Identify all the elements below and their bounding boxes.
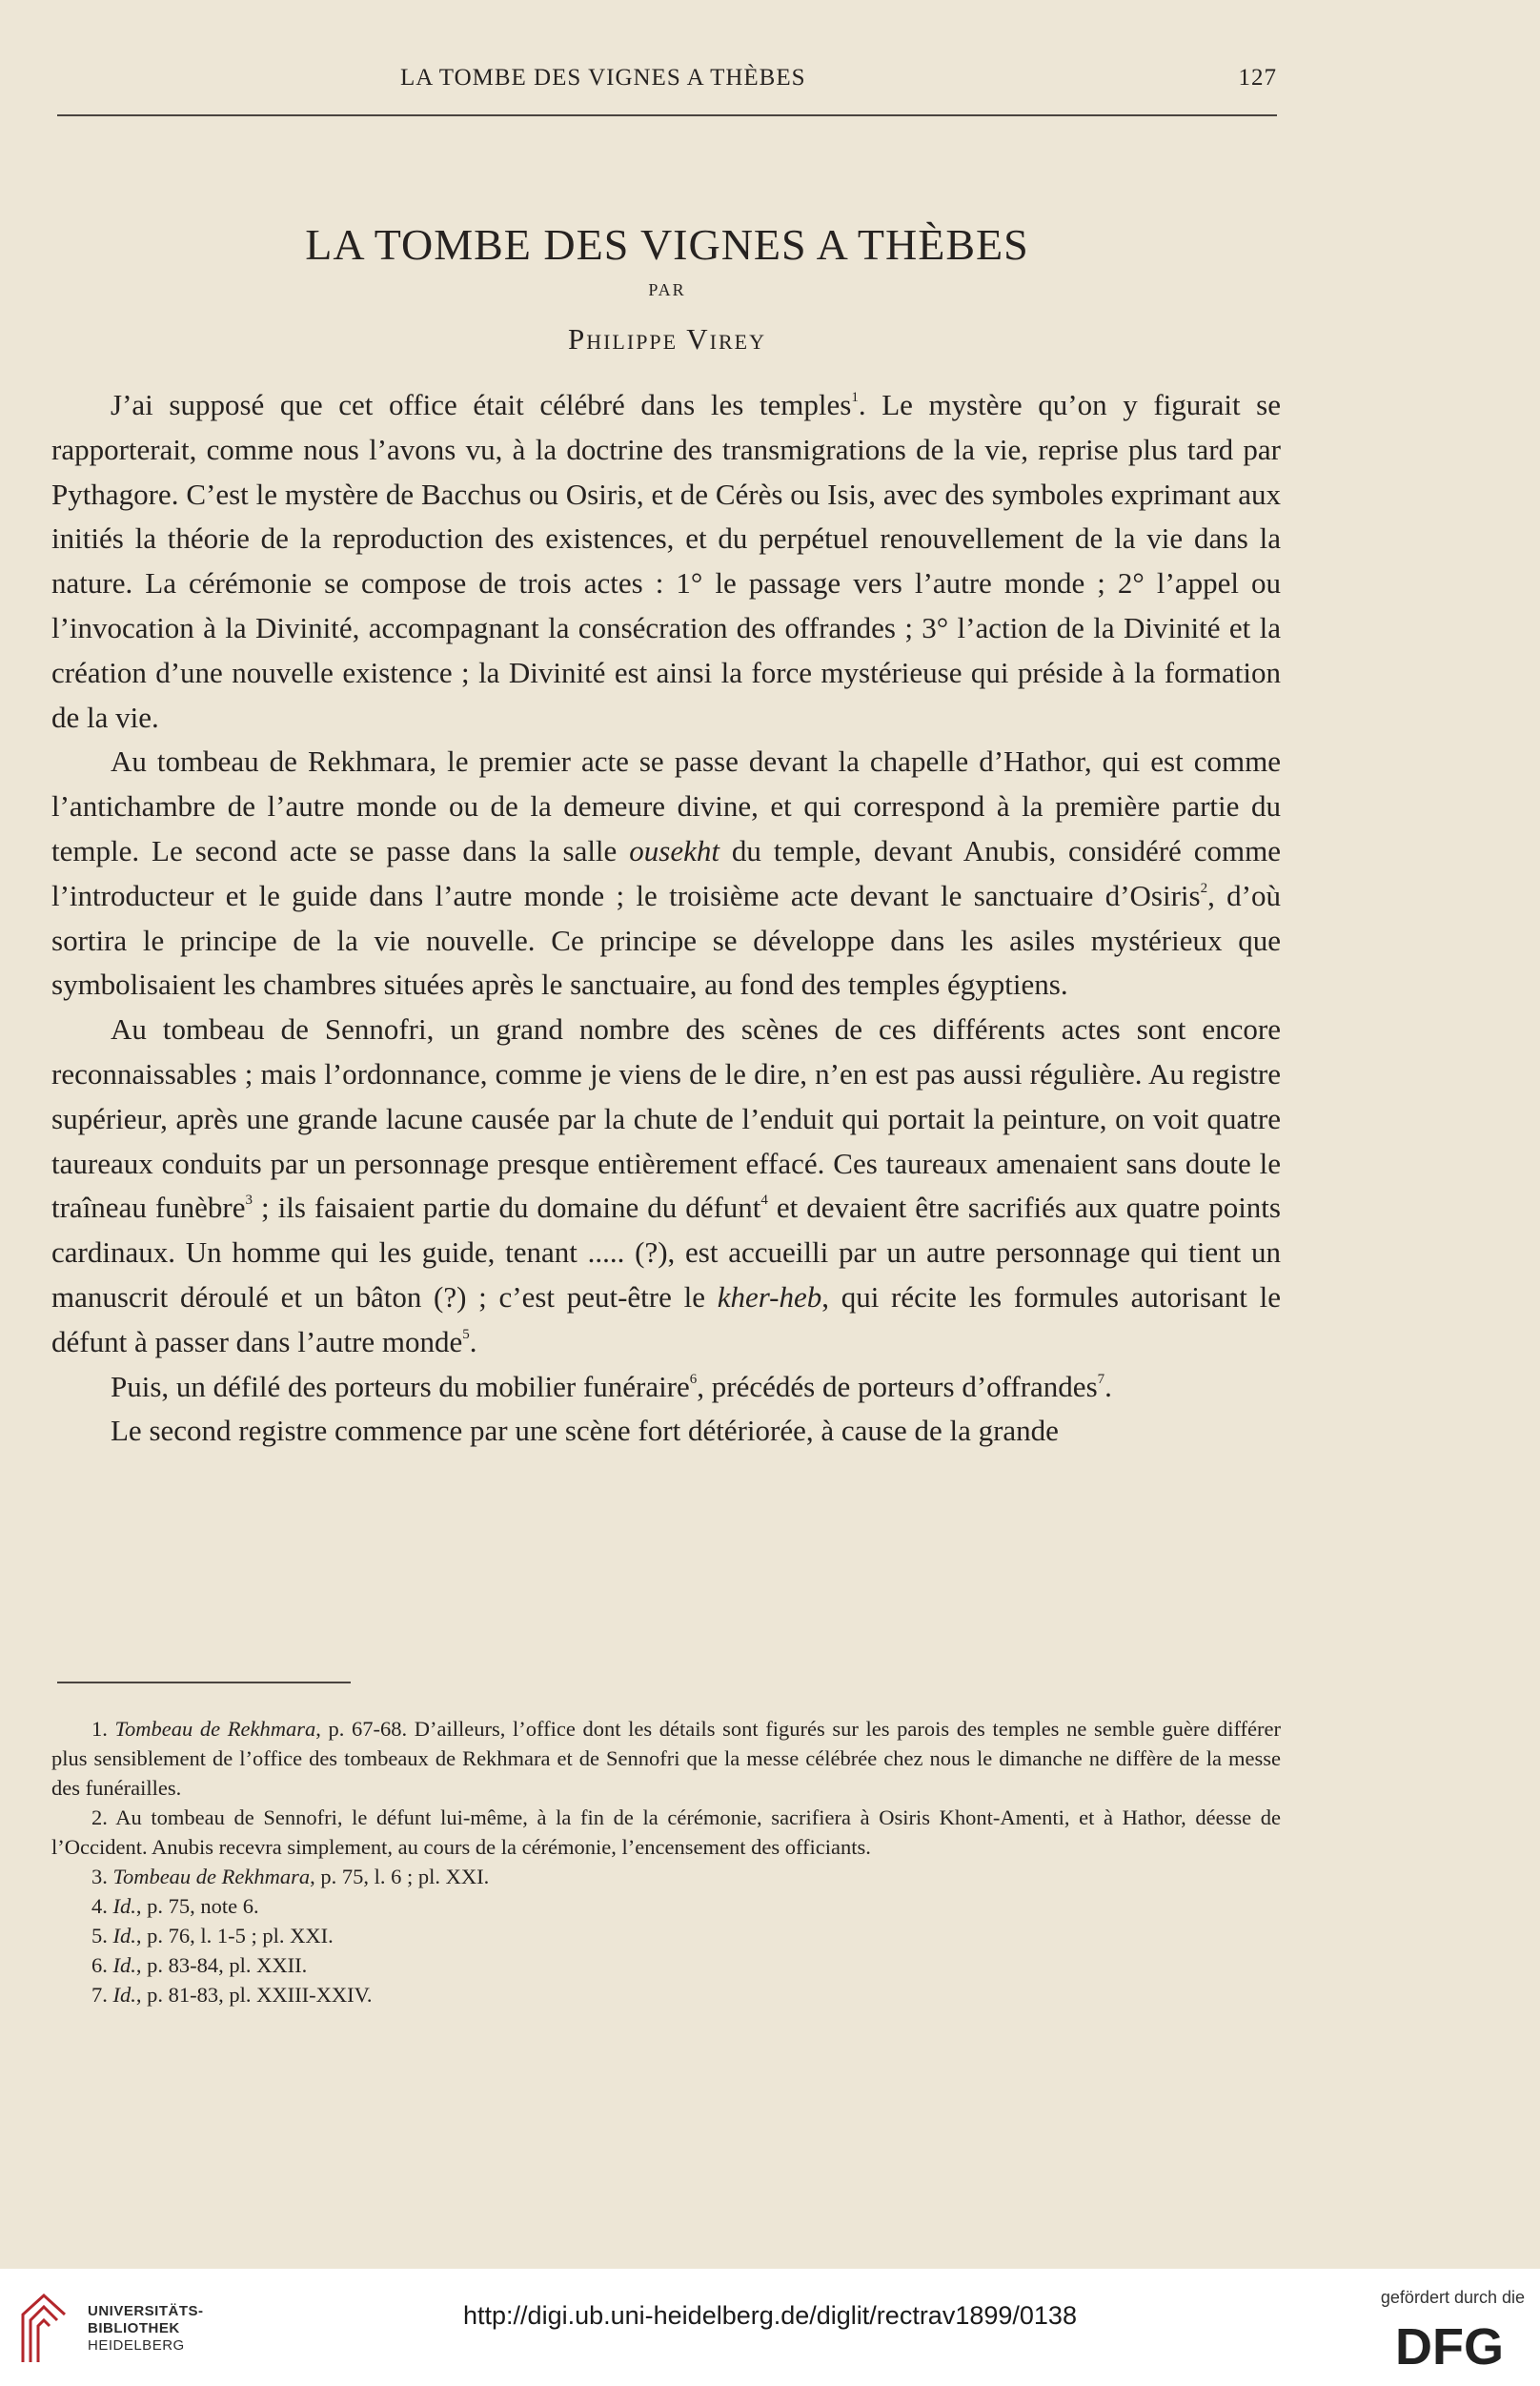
italic-text: kher-heb xyxy=(717,1279,822,1314)
text-run: , p. 81-83, pl. XXIII-XXIV. xyxy=(135,1983,373,2007)
article-author: Philippe Virey xyxy=(567,322,767,356)
text-run: et devaient être sacrifiés aux quatre points cardinaux. Un homme qui les guide, tenant ..... (?), est accueilli par un autre personnage qui tient un manuscrit déroulé et un bâton (?) ; c’est peut-être le xyxy=(51,1191,1281,1314)
body-paragraph xyxy=(51,1365,1281,1410)
footnote xyxy=(51,1950,1281,1980)
footnote xyxy=(51,1921,1281,1950)
text-run: . Le mystère qu’on y figurait se rapporterait, comme nous l’avons vu, à la doctrine des transmigrations de la vie, reprise plus tard par Pythagore. C’est le mystère de Bacchus ou Osiris, et de Cérès ou Isis, avec des symboles exprimant aux initiés la théorie de la reproduction des existences, et du perpétuel renouvellement de la vie dans la nature. La cérémonie se compose de trois actes : 1° le passage vers l’autre monde ; 2° l’appel ou l’invocation à la Divinité, accompagnant la consécration des offrandes ; 3° l’action de la Divinité et la création d’une nouvelle existence ; la Divinité est ainsi la force mystérieuse qui préside à la formation de la vie. xyxy=(51,388,1282,734)
text-run: , p. 76, l. 1-5 ; pl. XXI. xyxy=(135,1924,334,1948)
italic-text: Tombeau de Rekhmara xyxy=(114,1717,316,1741)
footnotes xyxy=(51,1714,1281,2009)
italic-text: Id. xyxy=(112,1894,136,1918)
text-run: 4. xyxy=(91,1894,113,1918)
footnote-ref: 7 xyxy=(1097,1371,1105,1387)
footnote xyxy=(51,1862,1281,1891)
library-name-line3: HEIDELBERG xyxy=(88,2337,185,2354)
text-run: 3. xyxy=(91,1865,113,1888)
article-title: LA TOMBE DES VIGNES A THÈBES xyxy=(305,220,1029,269)
text-run: 5. xyxy=(91,1924,113,1948)
text-run: 6. xyxy=(91,1953,113,1977)
dfg-logo-text: DFG xyxy=(1395,2318,1504,2374)
text-run: , qui récite les formules autorisant le défunt à passer dans l’autre monde xyxy=(51,1279,1281,1358)
footnote xyxy=(51,1891,1281,1921)
italic-text: Id. xyxy=(112,1953,136,1977)
text-run: , p. 83-84, pl. XXII. xyxy=(135,1953,308,1977)
text-run: . xyxy=(1104,1369,1112,1403)
page-number: 127 xyxy=(1238,65,1277,91)
text-run: Au tombeau de Rekhmara, le premier acte se passe devant la chapelle d’Hathor, qui est comme l’antichambre de l’autre monde ou de la demeure divine, et qui correspond à la première partie du temple. Le second acte se passe dans la salle xyxy=(51,744,1281,867)
footnote xyxy=(51,1803,1281,1862)
text-run: J’ai supposé que cet office était célébré dans les temples xyxy=(111,388,852,421)
text-run: , précédés de porteurs d’offrandes xyxy=(697,1369,1098,1403)
text-run: 1. xyxy=(91,1717,115,1741)
body-paragraph xyxy=(51,740,1281,1008)
text-run: Le second registre commence par une scène fort détériorée, à cause de la grande xyxy=(111,1414,1059,1448)
funding-label: gefördert durch die xyxy=(1380,2288,1525,2307)
library-name-line1: UNIVERSITÄTS- xyxy=(88,2303,204,2319)
footnote xyxy=(51,1714,1281,1803)
footnote-rule xyxy=(57,1682,351,1683)
text-run: , p. 67-68. D’ailleurs, l’office dont les détails sont figurés sur les parois des temples ne semble guère différer plus sensiblement de l’office des tombeaux de Rekhmara et de Sennofri que la messe célébrée chez nous le dimanche ne diffère de la messe des funérailles. xyxy=(51,1717,1281,1800)
text-run: ; ils faisaient partie du domaine du défunt xyxy=(253,1191,761,1225)
text-run: . xyxy=(469,1324,477,1358)
running-head-title: LA TOMBE DES VIGNES A THÈBES xyxy=(400,65,806,91)
footnote-ref: 4 xyxy=(760,1193,768,1209)
byline-par: PAR xyxy=(648,280,686,299)
text-run: , p. 75, note 6. xyxy=(135,1894,259,1918)
dfg-logo xyxy=(1378,2316,1521,2374)
source-url-link[interactable]: http://digi.ub.uni-heidelberg.de/diglit/rectrav1899/0138 xyxy=(463,2301,1077,2330)
header-rule xyxy=(57,114,1277,116)
text-run: du temple, devant Anubis, considéré comme l’introducteur et le guide dans l’autre monde ; le troisième acte devant le sanctuaire d’Osiris xyxy=(51,833,1282,912)
text-run: , p. 75, l. 6 ; pl. XXI. xyxy=(310,1865,490,1888)
text-run: , d’où sortira le principe de la vie nouvelle. Ce principe se développe dans les asiles mystérieux que symbolisaient les chambres situées après le sanctuaire, au fond des temples égyptiens. xyxy=(51,878,1282,1002)
italic-text: Id. xyxy=(112,1924,136,1948)
text-run: Puis, un défilé des porteurs du mobilier funéraire xyxy=(111,1369,690,1403)
footnote-ref: 3 xyxy=(245,1193,253,1209)
footnote-ref: 6 xyxy=(689,1371,698,1387)
text-run: 7. xyxy=(91,1983,113,2007)
body-text xyxy=(51,383,1281,1454)
body-paragraph xyxy=(51,1409,1281,1454)
footnote-ref: 1 xyxy=(851,390,859,405)
italic-text: Tombeau de Rekhmara xyxy=(112,1865,311,1888)
text-run: 2. Au tombeau de Sennofri, le défunt lui-même, à la fin de la cérémonie, sacrifiera à Osiris Khont-Amenti, et à Hathor, déesse de l’Occident. Anubis recevra simplement, au cours de la cérémonie, l’encensement des officiants. xyxy=(51,1805,1281,1859)
italic-text: Id. xyxy=(112,1983,136,2007)
italic-text: ousekht xyxy=(629,833,719,867)
library-name-line2: BIBLIOTHEK xyxy=(88,2320,180,2336)
text-run: Au tombeau de Sennofri, un grand nombre des scènes de ces différents actes sont encore reconnaissables ; mais l’ordonnance, comme je viens de le dire, n’en est pas aussi régulière. Au registre supérieur, après une grande lacune causée par la chute de l’enduit qui portait la peinture, on voit quatre taureaux conduits par un personnage presque entièrement effacé. Ces taureaux amenaient sans doute le traîneau funèbre xyxy=(51,1012,1281,1225)
footnote-ref: 2 xyxy=(1200,880,1208,896)
footnote-ref: 5 xyxy=(462,1326,470,1342)
body-paragraph xyxy=(51,1008,1281,1364)
footnote xyxy=(51,1980,1281,2009)
body-paragraph xyxy=(51,383,1281,740)
